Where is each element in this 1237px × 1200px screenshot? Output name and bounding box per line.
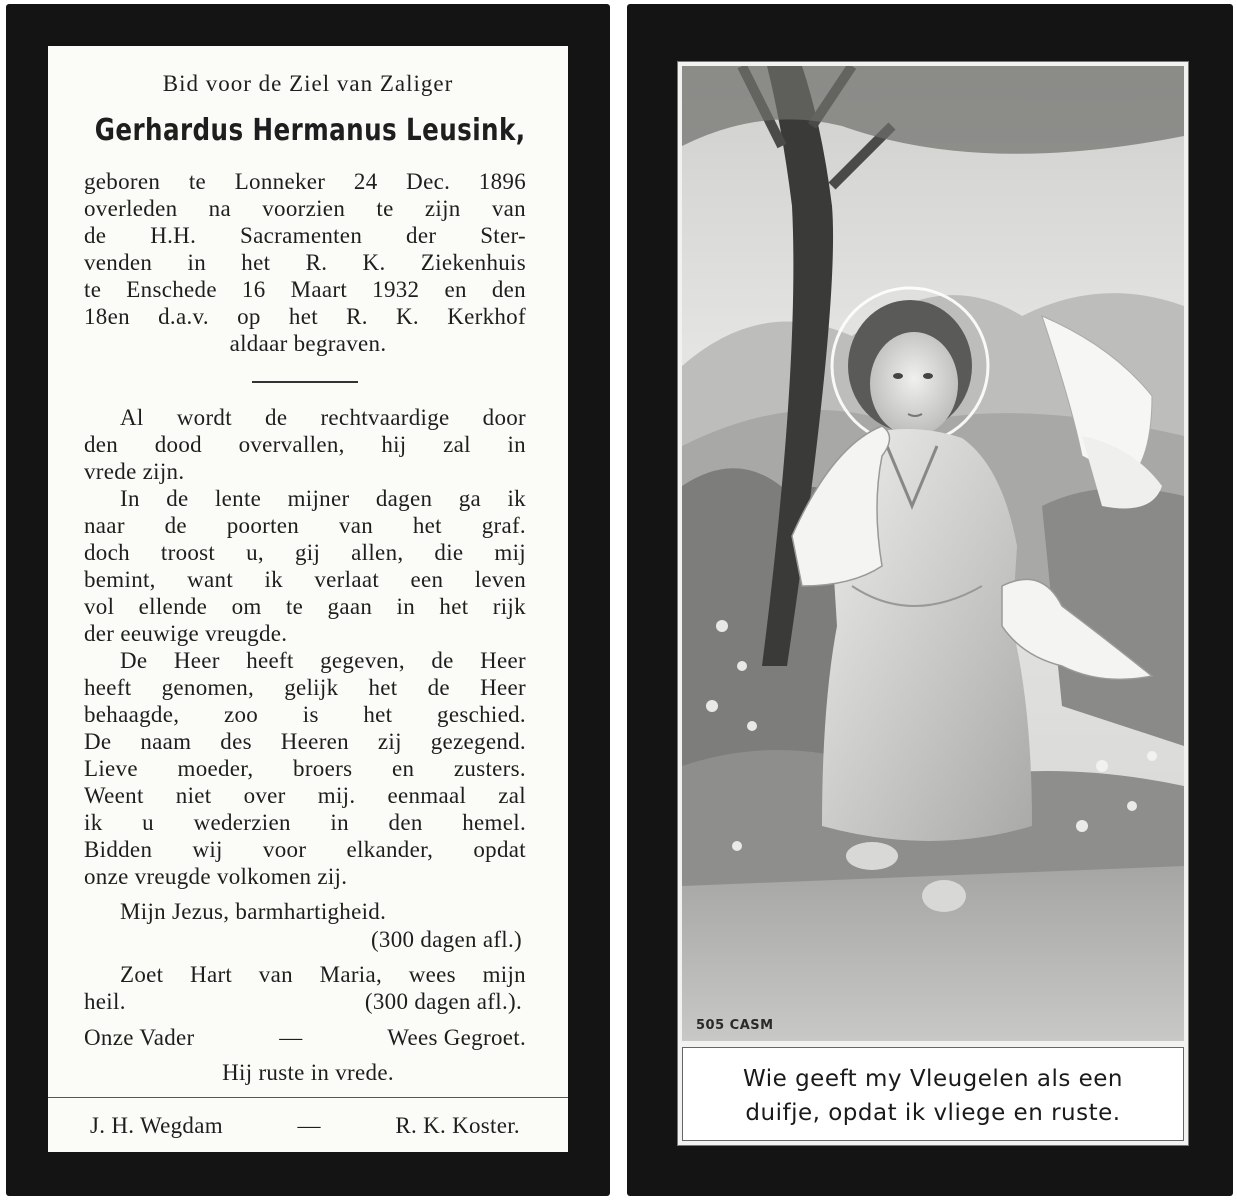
word: ellende — [138, 594, 208, 619]
word: Bidden — [84, 837, 153, 862]
child-with-doves-image — [682, 66, 1184, 1041]
footer-rule — [48, 1097, 568, 1098]
word: den — [491, 277, 526, 302]
ejaculation-maria-end: heil. — [84, 989, 126, 1014]
word: Zoet — [120, 962, 164, 987]
word: Heeren — [280, 729, 349, 754]
word: leven — [474, 567, 526, 592]
word: mijner — [287, 486, 350, 511]
word: Ster- — [480, 223, 526, 248]
word: ik — [84, 810, 103, 835]
word: ik — [264, 567, 283, 592]
caption-line: duifje, opdat ik vliege en ruste. — [745, 1100, 1121, 1126]
word: Lieve — [84, 756, 138, 781]
word: overvallen, — [238, 432, 345, 457]
word: heeft — [84, 675, 132, 700]
prayer-line — [84, 836, 526, 863]
word: in — [507, 432, 526, 457]
word: troost — [160, 540, 216, 565]
word: K. — [362, 250, 386, 275]
word: Kerkhof — [447, 304, 526, 329]
divider-rule — [252, 381, 358, 383]
word: naam — [140, 729, 192, 754]
word: heeft — [246, 648, 294, 673]
word: het — [241, 250, 271, 275]
prayer-line — [84, 809, 526, 836]
word: voor — [262, 837, 307, 862]
word: allen, — [351, 540, 404, 565]
word: behaagde, — [84, 702, 180, 727]
word: R. — [346, 304, 368, 329]
prayer-our-father: Onze Vader — [84, 1025, 195, 1050]
word: Hart — [190, 962, 233, 987]
memorial-card-picture-side — [627, 4, 1233, 1196]
word: Enschede — [126, 277, 217, 302]
word: te — [84, 277, 102, 302]
word: elkander, — [346, 837, 434, 862]
word: venden — [84, 250, 153, 275]
word: op — [237, 304, 261, 329]
word: broers — [293, 756, 353, 781]
prayer-line — [120, 404, 526, 431]
word: van — [338, 513, 374, 538]
word: den — [84, 432, 119, 457]
word: te — [285, 594, 304, 619]
ejaculation-jesus: Mijn Jezus, barmhartigheid. — [120, 899, 387, 924]
word: de — [431, 648, 454, 673]
word: het — [363, 702, 393, 727]
bio-line — [84, 195, 526, 222]
word: zijn — [424, 196, 461, 221]
word: In — [120, 486, 140, 511]
word: de — [84, 223, 107, 248]
word: om — [231, 594, 262, 619]
word: Weent — [84, 783, 144, 808]
word: ik — [507, 486, 526, 511]
printer-name: J. H. Wegdam — [90, 1113, 223, 1138]
bio-line — [84, 222, 526, 249]
word: Lonneker — [234, 169, 326, 194]
word: opdat — [473, 837, 526, 862]
devotional-illustration — [682, 66, 1184, 1041]
bio-line: aldaar begraven. — [229, 331, 387, 356]
word: het — [439, 594, 469, 619]
word: en — [391, 756, 415, 781]
prayer-hail-mary: Wees Gegroet. — [387, 1025, 526, 1050]
prayer-line — [84, 431, 526, 458]
word: R. — [305, 250, 328, 275]
word: overleden — [84, 196, 178, 221]
word: in — [396, 594, 416, 619]
word: zij — [377, 729, 402, 754]
word: een — [410, 567, 444, 592]
word: de — [164, 513, 187, 538]
word: de — [166, 486, 189, 511]
word: De — [120, 648, 148, 673]
word: geschied. — [437, 702, 526, 727]
word: gelijk — [284, 675, 339, 700]
word: het — [412, 513, 442, 538]
word: moeder, — [177, 756, 254, 781]
word: 18en — [84, 304, 130, 329]
prayer-line — [120, 647, 526, 674]
word: verlaat — [314, 567, 380, 592]
word: naar — [84, 513, 125, 538]
printer-line — [90, 1112, 520, 1139]
indulgence-note: (300 dagen afl.). — [364, 989, 522, 1014]
word: Sacramenten — [240, 223, 363, 248]
word: door — [482, 405, 526, 430]
prayer-line — [84, 701, 526, 728]
text-panel — [48, 46, 568, 1152]
word: hemel. — [462, 810, 526, 835]
word: Heer — [173, 648, 220, 673]
word: te — [376, 196, 394, 221]
word: in — [330, 810, 349, 835]
word: u — [142, 810, 154, 835]
word: in — [187, 250, 206, 275]
word: zal — [443, 432, 471, 457]
deceased-name: Gerhardus Hermanus Leusink, — [94, 113, 526, 148]
word: wordt — [176, 405, 232, 430]
word: genomen, — [161, 675, 255, 700]
word: De — [84, 729, 112, 754]
bio-line — [84, 168, 526, 195]
bio-line — [84, 303, 526, 330]
prayer-line — [84, 566, 526, 593]
word: Maria, — [319, 962, 383, 987]
word: is — [302, 702, 319, 727]
ejaculation-maria — [120, 961, 526, 988]
word: Al — [120, 405, 144, 430]
word: na — [208, 196, 231, 221]
word: zoo — [223, 702, 259, 727]
word: gij — [294, 540, 321, 565]
print-code: 505 CASM — [696, 1018, 774, 1033]
word: mij. — [317, 783, 356, 808]
prayer-line — [84, 755, 526, 782]
prayer-line: vrede zijn. — [84, 459, 185, 484]
word: rijk — [492, 594, 526, 619]
word: wederzien — [193, 810, 291, 835]
word: van — [258, 962, 293, 987]
word: Heer — [480, 675, 526, 700]
word: eenmaal — [387, 783, 467, 808]
word: Heer — [480, 648, 526, 673]
word: 24 — [353, 169, 378, 194]
indulgence-note: (300 dagen afl.) — [370, 927, 522, 952]
word: doch — [84, 540, 130, 565]
word: dagen — [375, 486, 433, 511]
word: het — [288, 304, 318, 329]
prayer-line: onze vreugde volkomen zij. — [84, 864, 348, 889]
caption-line: Wie geeft my Vleugelen als een — [742, 1066, 1124, 1092]
word: den — [388, 810, 423, 835]
word: wees — [408, 962, 456, 987]
prayer-line — [84, 782, 526, 809]
word: 16 — [241, 277, 266, 302]
word: graf. — [481, 513, 526, 538]
word: voorzien — [262, 196, 346, 221]
word: de — [427, 675, 450, 700]
word: d.a.v. — [158, 304, 209, 329]
word: niet — [175, 783, 212, 808]
word: te — [188, 169, 207, 194]
prayer-line — [84, 674, 526, 701]
word: geboren — [84, 169, 161, 194]
word: de — [265, 405, 288, 430]
heading: Bid voor de Ziel van Zaliger — [162, 71, 454, 96]
word: hij — [381, 432, 407, 457]
word: gegeven, — [320, 648, 405, 673]
word: want — [187, 567, 234, 592]
prayer-line: der eeuwige vreugde. — [84, 621, 288, 646]
prayer-line — [84, 512, 526, 539]
bio-line — [84, 276, 526, 303]
word: des — [220, 729, 252, 754]
rest-in-peace: Hij ruste in vrede. — [222, 1060, 394, 1085]
word: mij — [494, 540, 526, 565]
prayer-line — [84, 539, 526, 566]
word: K. — [396, 304, 419, 329]
word: 1896 — [478, 169, 526, 194]
word: over — [243, 783, 286, 808]
printer-role: R. K. Koster. — [395, 1113, 520, 1138]
word: poorten — [226, 513, 300, 538]
word: vol — [84, 594, 115, 619]
word: ga — [458, 486, 482, 511]
word: lente — [214, 486, 262, 511]
word: u, — [246, 540, 264, 565]
word: en — [444, 277, 467, 302]
printer-dash: — — [297, 1113, 321, 1138]
word: Dec. — [406, 169, 451, 194]
word: mijn — [482, 962, 526, 987]
word: gezegend. — [430, 729, 526, 754]
word: het — [368, 675, 398, 700]
word: rechtvaardige — [320, 405, 450, 430]
word: Maart — [290, 277, 348, 302]
word: H.H. — [150, 223, 197, 248]
word: dood — [154, 432, 202, 457]
word: zusters. — [453, 756, 526, 781]
word: zal — [498, 783, 526, 808]
word: Ziekenhuis — [420, 250, 526, 275]
prayer-line — [120, 485, 526, 512]
bio-line — [84, 249, 526, 276]
word: die — [434, 540, 464, 565]
word: gaan — [327, 594, 373, 619]
word: der — [406, 223, 437, 248]
prayer-dash: — — [279, 1025, 303, 1050]
word: bemint, — [84, 567, 156, 592]
caption-box — [682, 1047, 1184, 1141]
memorial-card-text-side — [6, 4, 610, 1196]
word: wij — [192, 837, 223, 862]
prayer-line — [84, 593, 526, 620]
prayer-line — [84, 728, 526, 755]
word: 1932 — [372, 277, 420, 302]
picture-frame — [677, 61, 1189, 1146]
prayers-line — [84, 1024, 526, 1051]
word: van — [491, 196, 526, 221]
